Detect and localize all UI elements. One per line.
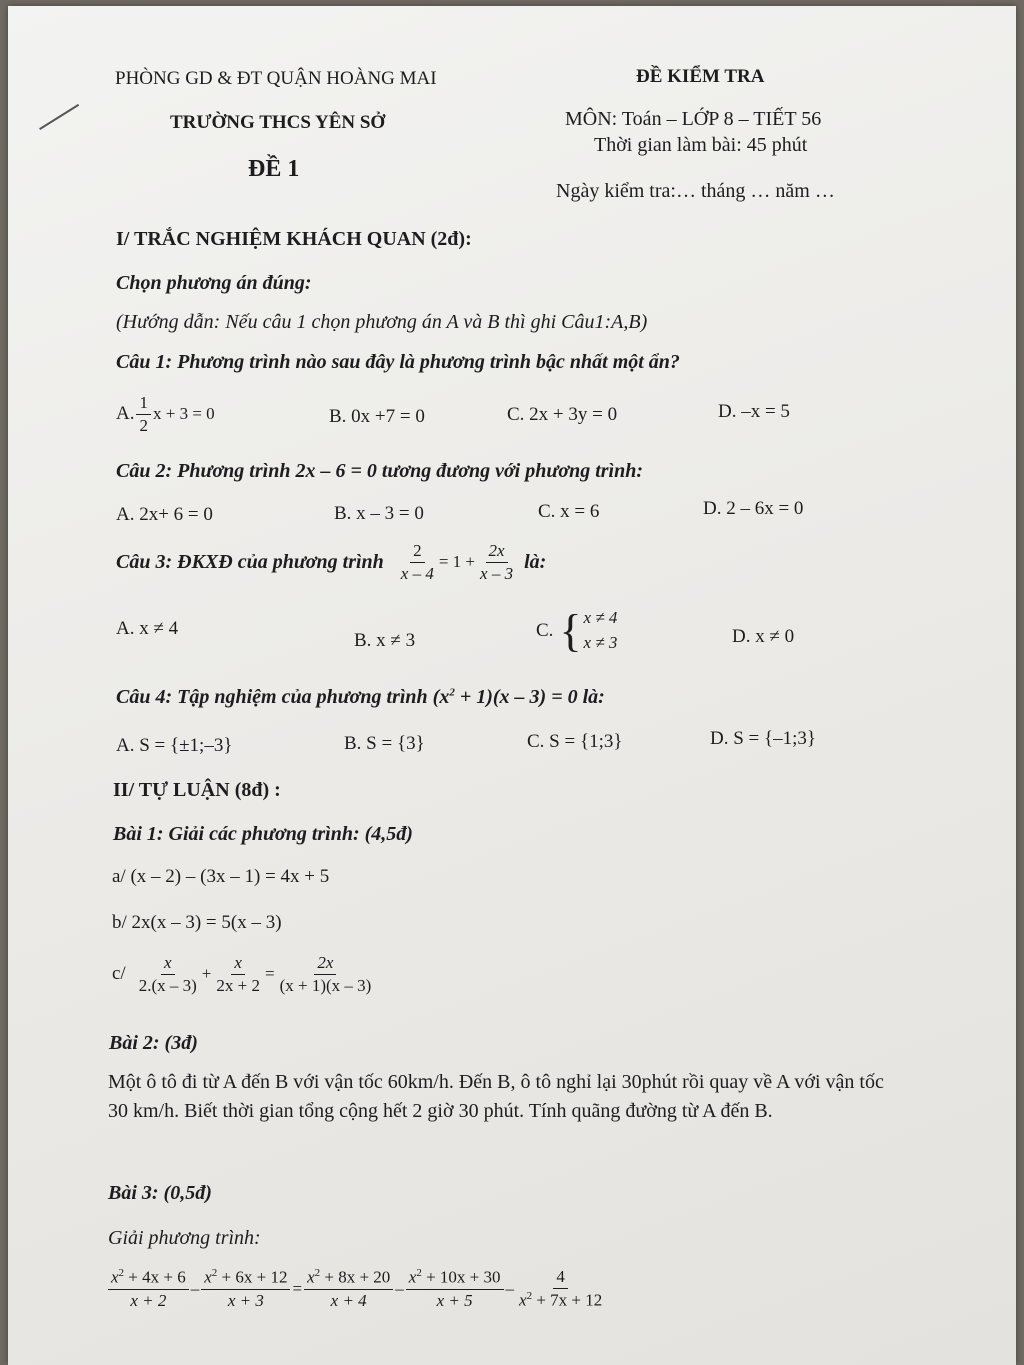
q3-f2-numerator: 2x (486, 542, 508, 563)
q3-option-c (536, 606, 617, 655)
bai3-t5-denominator (516, 1289, 605, 1310)
pen-mark (39, 104, 79, 130)
q3-c-system (559, 606, 617, 655)
question-2: Câu 2: Phương trình 2x – 6 = 0 tương đương với phương trình: (116, 460, 644, 482)
bai1-c-f3-denominator: (x + 1)(x – 3) (279, 975, 372, 995)
bai3-op-4: – (505, 1278, 515, 1298)
bai3-term-5 (516, 1268, 605, 1309)
bai3-t4-rest: + 10x + 30 (421, 1267, 501, 1287)
q3-fraction-1 (398, 542, 437, 583)
bai3-t5-rest: + 7x + 12 (532, 1290, 603, 1310)
q1-a-rest: x + 3 = 0 (152, 404, 215, 424)
bai3-t2-sup: 2 (211, 1267, 218, 1279)
school-name: TRƯỜNG THCS YÊN SỞ (170, 112, 386, 133)
q4-text-pre: Câu 4: Tập nghiệm của phương trình (x (116, 686, 450, 708)
bai1-c-fraction-3 (277, 954, 375, 995)
bai1-c-f2-numerator: x (231, 954, 245, 975)
q4-option-c: C. S = {1;3} (527, 731, 623, 752)
q2-option-d: D. 2 – 6x = 0 (703, 498, 804, 519)
bai3-term-1 (108, 1268, 189, 1309)
q1-a-fraction (136, 394, 151, 435)
bai1-title: Bài 1: Giải các phương trình: (4,5đ) (113, 823, 413, 845)
part1-instruction: Chọn phương án đúng: (116, 272, 312, 294)
bai1-c-f1-denominator: 2.(x – 3) (138, 975, 197, 995)
q3-suffix: là: (524, 550, 547, 573)
q3-option-d: D. x ≠ 0 (732, 626, 795, 647)
bai1-c-plus: + (201, 964, 212, 984)
bai1-c-f2-denominator: 2x + 2 (216, 975, 260, 995)
q1-a-label: A. (116, 403, 135, 425)
q1-option-d: D. –x = 5 (718, 401, 790, 422)
q3-c-lines (584, 606, 618, 655)
department-name: PHÒNG GD & ĐT QUẬN HOÀNG MAI (115, 68, 437, 89)
date-line: Ngày kiểm tra:… tháng … năm … (556, 180, 835, 202)
exam-paper (8, 6, 1016, 1365)
q1-option-c: C. 2x + 3y = 0 (507, 404, 618, 425)
bai3-t1-rest: + 4x + 6 (124, 1267, 186, 1287)
question-4 (116, 686, 605, 709)
bai2-body: Một ô tô đi từ A đến B với vận tốc 60km/h. Đến B, ô tô nghỉ lại 30phút rồi quay về A với vận tốc 30 km/h. Biết thời gian tổng cộng hết 2 giờ 30 phút. Tính quãng đường từ A đến B. (108, 1071, 884, 1122)
bai3-t1-denominator: x + 2 (130, 1290, 167, 1310)
bai3-instruction: Giải phương trình: (108, 1227, 261, 1249)
bai1-c-equals: = (264, 964, 275, 984)
bai3-op-3: – (395, 1278, 404, 1298)
part1-guide: (Hướng dẫn: Nếu câu 1 chọn phương án A và B thì ghi Câu1:A,B) (116, 311, 648, 333)
bai1-c (112, 954, 376, 995)
bai3-term-3 (304, 1268, 393, 1309)
q3-c-line-1: x ≠ 4 (583, 608, 618, 627)
bai1-c-fraction-2 (213, 954, 263, 995)
q3-option-b: B. x ≠ 3 (354, 630, 416, 651)
q3-middle: = 1 + (438, 552, 476, 572)
bai3-t4-numerator (406, 1268, 504, 1290)
time-line: Thời gian làm bài: 45 phút (594, 134, 808, 156)
subject-line: MÔN: Toán – LỚP 8 – TIẾT 56 (565, 108, 822, 130)
q3-f1-denominator: x – 4 (400, 563, 434, 583)
bai3-t3-sup: 2 (314, 1267, 321, 1279)
bai1-b: b/ 2x(x – 3) = 5(x – 3) (112, 912, 282, 933)
q4-option-b: B. S = {3} (344, 733, 425, 754)
bai1-a: a/ (x – 2) – (3x – 1) = 4x + 5 (112, 866, 330, 887)
bai3-term-2 (201, 1268, 290, 1309)
q3-c-line-2: x ≠ 3 (583, 632, 618, 652)
bai3-t2-numerator (201, 1268, 290, 1290)
q3-f2-denominator: x – 3 (480, 563, 514, 583)
q1-option-a (116, 394, 215, 435)
q4-text-post: + 1)(x – 3) = 0 là: (454, 686, 605, 708)
bai3-t2-rest: + 6x + 12 (217, 1267, 288, 1287)
bai3-term-4 (406, 1268, 504, 1309)
bai3-t3-rest: + 8x + 20 (320, 1267, 391, 1287)
question-3 (116, 542, 546, 583)
q2-option-b: B. x – 3 = 0 (334, 503, 424, 524)
question-1: Câu 1: Phương trình nào sau đây là phương trình bậc nhất một ẩn? (116, 351, 680, 373)
q4-superscript: 2 (449, 686, 455, 699)
bai3-t5-numerator: 4 (553, 1268, 568, 1289)
bai3-t4-var: x (408, 1267, 417, 1287)
bai3-op-2: = (292, 1278, 303, 1298)
q3-c-label: C. (536, 619, 554, 641)
bai3-t4-denominator: x + 5 (436, 1290, 473, 1310)
q2-option-c: C. x = 6 (538, 501, 600, 522)
q3-c-brace: { (559, 604, 582, 656)
q3-fraction-2 (477, 542, 516, 583)
bai3-t1-numerator (108, 1268, 189, 1290)
bai3-t3-var: x (307, 1267, 315, 1287)
q1-a-denominator: 2 (139, 415, 148, 435)
bai3-t3-denominator: x + 4 (330, 1290, 367, 1310)
q3-prefix: Câu 3: ĐKXĐ của phương trình (116, 550, 384, 573)
q3-f1-numerator: 2 (410, 542, 425, 563)
bai1-c-fraction-1 (136, 954, 200, 995)
bai3-t2-var: x (204, 1267, 212, 1287)
q3-option-a: A. x ≠ 4 (116, 618, 179, 639)
bai1-c-label: c/ (112, 963, 126, 985)
bai3-equation (106, 1268, 607, 1309)
bai1-c-f3-numerator: 2x (314, 954, 336, 975)
q1-option-b: B. 0x +7 = 0 (329, 406, 425, 427)
bai2-title: Bài 2: (3đ) (109, 1032, 198, 1054)
bai3-t1-sup: 2 (118, 1267, 125, 1279)
part2-title: II/ TỰ LUẬN (8đ) : (113, 779, 281, 801)
exam-title: ĐỀ KIỂM TRA (636, 66, 765, 87)
bai3-t2-denominator: x + 3 (227, 1290, 264, 1310)
q1-a-numerator: 1 (136, 394, 151, 415)
bai3-t5-sup: 2 (526, 1289, 533, 1302)
bai3-t3-numerator (304, 1268, 393, 1290)
q4-option-a: A. S = {±1;–3} (116, 735, 233, 756)
q2-option-a: A. 2x+ 6 = 0 (116, 504, 213, 525)
bai3-t5-var: x (519, 1290, 527, 1310)
bai3-t4-sup: 2 (416, 1267, 422, 1279)
bai3-t1-var: x (111, 1267, 119, 1287)
bai3-title: Bài 3: (0,5đ) (108, 1182, 212, 1204)
exam-code: ĐỀ 1 (248, 156, 300, 182)
bai1-c-f1-numerator: x (161, 954, 175, 975)
bai3-op-1: – (190, 1278, 200, 1298)
part1-title: I/ TRẮC NGHIỆM KHÁCH QUAN (2đ): (116, 228, 472, 250)
q4-option-d: D. S = {–1;3} (710, 728, 817, 749)
